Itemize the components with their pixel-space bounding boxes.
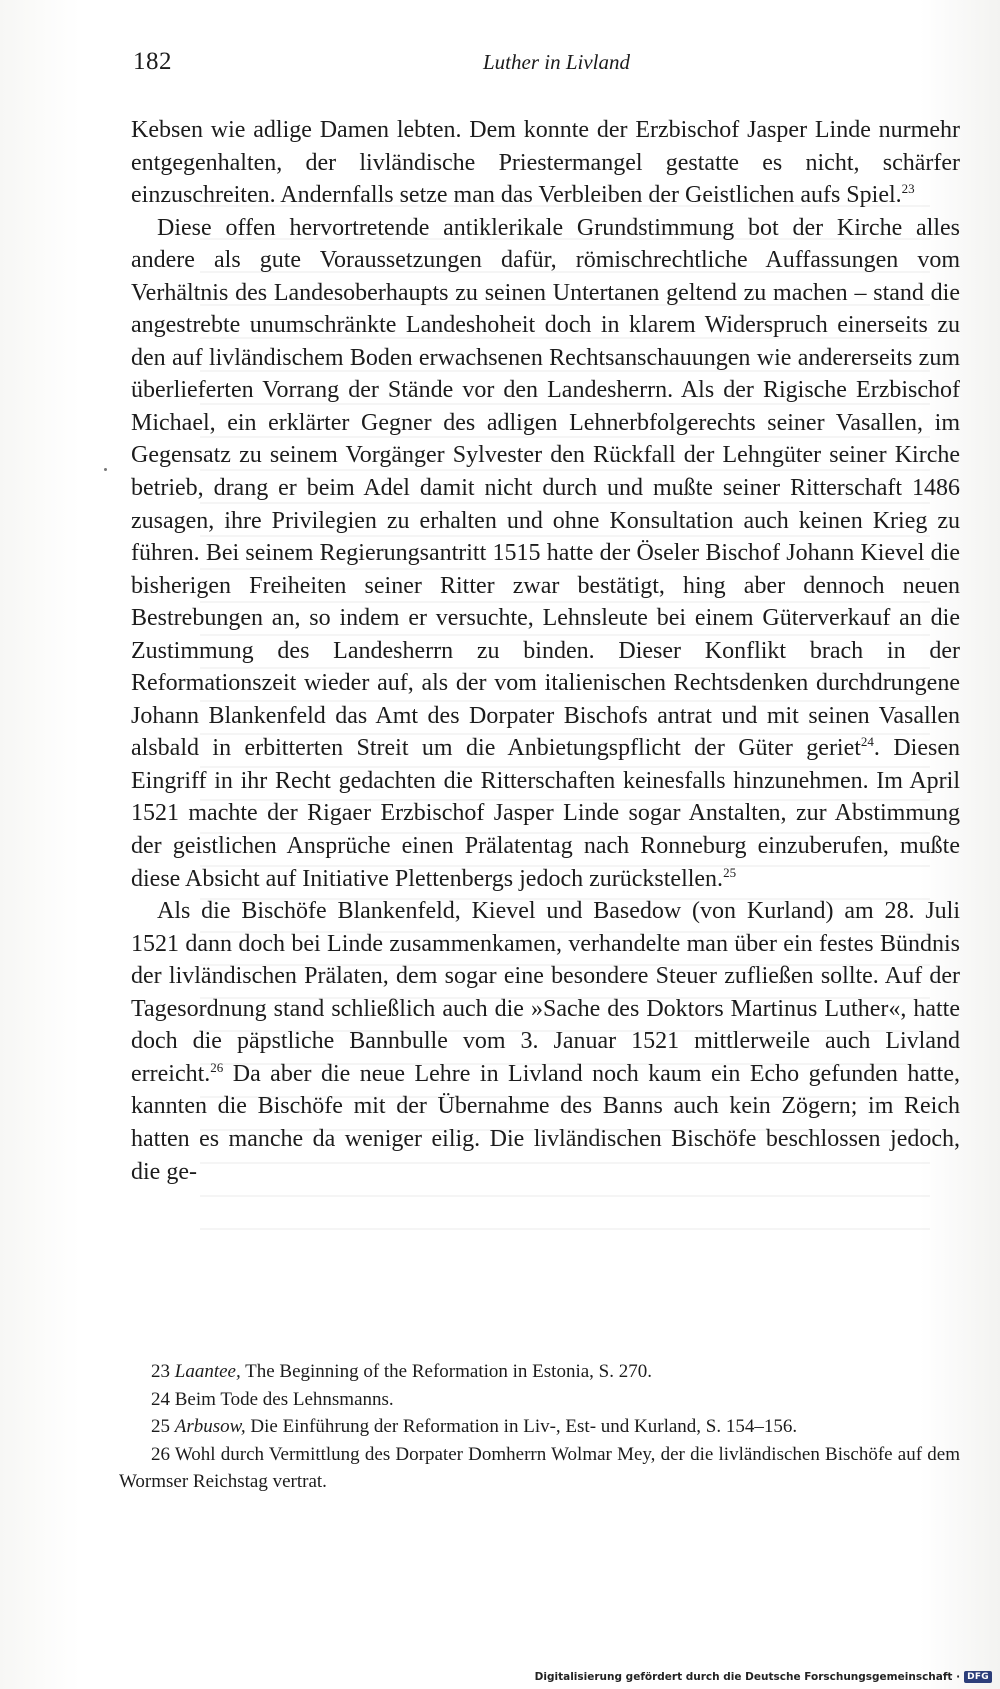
paragraph: [131, 895, 960, 1188]
page-number: 182: [133, 48, 172, 75]
page-header: [133, 48, 630, 88]
paragraph: [131, 114, 960, 212]
footnote-marker[interactable]: 23: [901, 181, 915, 197]
paragraph-text: Diese offen hervortretende antiklerikale Grundstimmung bot der Kirche alles andere als gute Voraussetzungen dafür, römischrechtliche Auffassungen vom Verhältnis des Landesoberhaupts zu seinen Untertanen geltend zu machen – stand die angestrebte unumschränkte Landeshoheit doch in klarem Widerspruch einerseits zu den auf livländischem Boden erwachsenen Rechtsanschauungen wie andererseits zum überlieferten Vorrang der Stände vor den Landesherrn. Als der Rigische Erzbischof Michael, ein erklärter Gegner des adligen Lehnerbfolgerechts seiner Vasallen, im Gegensatz zu seinem Vorgänger Sylvester den Rückfall der Lehngüter seiner Kirche betrieb, drang er beim Adel damit nicht durch und mußte seiner Ritterschaft 1486 zusagen, ihre Privilegien zu erhalten und ohne Konsultation auch keinen Krieg zu führen. Bei seinem Regierungsantritt 1515 hatte der Öseler Bischof Johann Kievel die bisherigen Freiheiten seiner Ritter zwar bestätigt, hing aber dennoch neuen Bestrebungen an, so indem er versuchte, Lehnsleute bei einem Güterverkauf an die Zustimmung des Landesherrn zu binden. Dieser Konflikt brach in der Reformationszeit wieder auf, als der vom italienischen Rechtsdenken durchdrungene Johann Blankenfeld das Amt des Dorpater Bischofs antrat und mit seinen Vasallen alsbald in erbitterten Streit um die Anbietungspflicht der Güter geriet: [131, 214, 960, 762]
footnote-number: 25: [151, 1416, 170, 1437]
footnote-number: 23: [151, 1361, 170, 1382]
main-text: [131, 114, 960, 1188]
footnote: [119, 1386, 960, 1414]
footnote-number: 24: [151, 1388, 170, 1410]
footnote-text: Beim Tode des Lehnsmanns.: [174, 1388, 394, 1410]
footnote-text: Wohl durch Vermittlung des Dorpater Domherrn Wolmar Mey, der die livländischen Bischöfe auf dem Wormser Reichstag vertrat.: [119, 1443, 960, 1492]
credit-text: Digitalisierung gefördert durch die Deutsche Forschungsgemeinschaft ·: [534, 1671, 961, 1683]
footnote-text: Die Einführung der Reformation in Liv-, Est- und Kurland, S. 154–156.: [245, 1416, 798, 1437]
footnote-text: The Beginning of the Reformation in Estonia, S. 270.: [240, 1361, 652, 1382]
digitization-credit: [535, 1671, 992, 1683]
footnote: [119, 1441, 960, 1496]
paragraph: [131, 212, 960, 895]
footnote: [119, 1358, 960, 1386]
footnote-author: Laantee,: [174, 1361, 241, 1382]
running-head: Luther in Livland: [482, 50, 630, 74]
dfg-logo-icon: DFG: [964, 1671, 992, 1683]
margin-speck: [104, 468, 107, 471]
footnote-marker[interactable]: 24: [860, 734, 874, 750]
footnote-marker[interactable]: 26: [210, 1059, 224, 1075]
paragraph-text: Da aber die neue Lehre in Livland noch kaum ein Echo gefunden hatte, kannten die Bischöfe mit der Übernahme des Banns auch kein Zögern; im Reich hatten es manche da weniger eilig. Die livländischen Bischöfe beschlossen jedoch, die ge-: [131, 1060, 960, 1185]
footnote: [119, 1413, 960, 1441]
footnote-number: 26: [151, 1443, 170, 1465]
paragraph-text: Als die Bischöfe Blankenfeld, Kievel und Basedow (von Kurland) am 28. Juli 1521 dann doch bei Linde zusammenkamen, verhandelte man über ein festes Bündnis der livländischen Prälaten, dem sogar eine besondere Steuer zufließen sollte. Auf der Tagesordnung stand schließlich auch die »Sache des Doktors Martinus Luther«, hatte doch die päpstliche Bannbulle vom 3. Januar 1521 mittlerweile auch Livland erreicht.: [131, 898, 960, 1087]
paragraph-text: . Diesen Eingriff in ihr Recht gedachten die Ritterschaften keinesfalls hinzunehmen. Im April 1521 machte der Rigaer Erzbischof Jasper Linde sogar Anstalten, zur Abstimmung der geistlichen Ansprüche einen Prälatentag nach Ronneburg einzuberufen, mußte diese Absicht auf Initiative Plettenbergs jedoch zurückstellen.: [131, 735, 960, 892]
footnote-marker[interactable]: 25: [723, 864, 737, 880]
footnote-author: Arbusow,: [174, 1416, 246, 1437]
paragraph-text: Kebsen wie adlige Damen lebten. Dem konnte der Erzbischof Jasper Linde nurmehr entgegenhalten, der livländische Priestermangel gestatte es nicht, schärfer einzuschreiten. Andernfalls setze man das Verbleiben der Geistlichen aufs Spiel.: [131, 117, 960, 209]
footnotes-section: [119, 1358, 960, 1496]
